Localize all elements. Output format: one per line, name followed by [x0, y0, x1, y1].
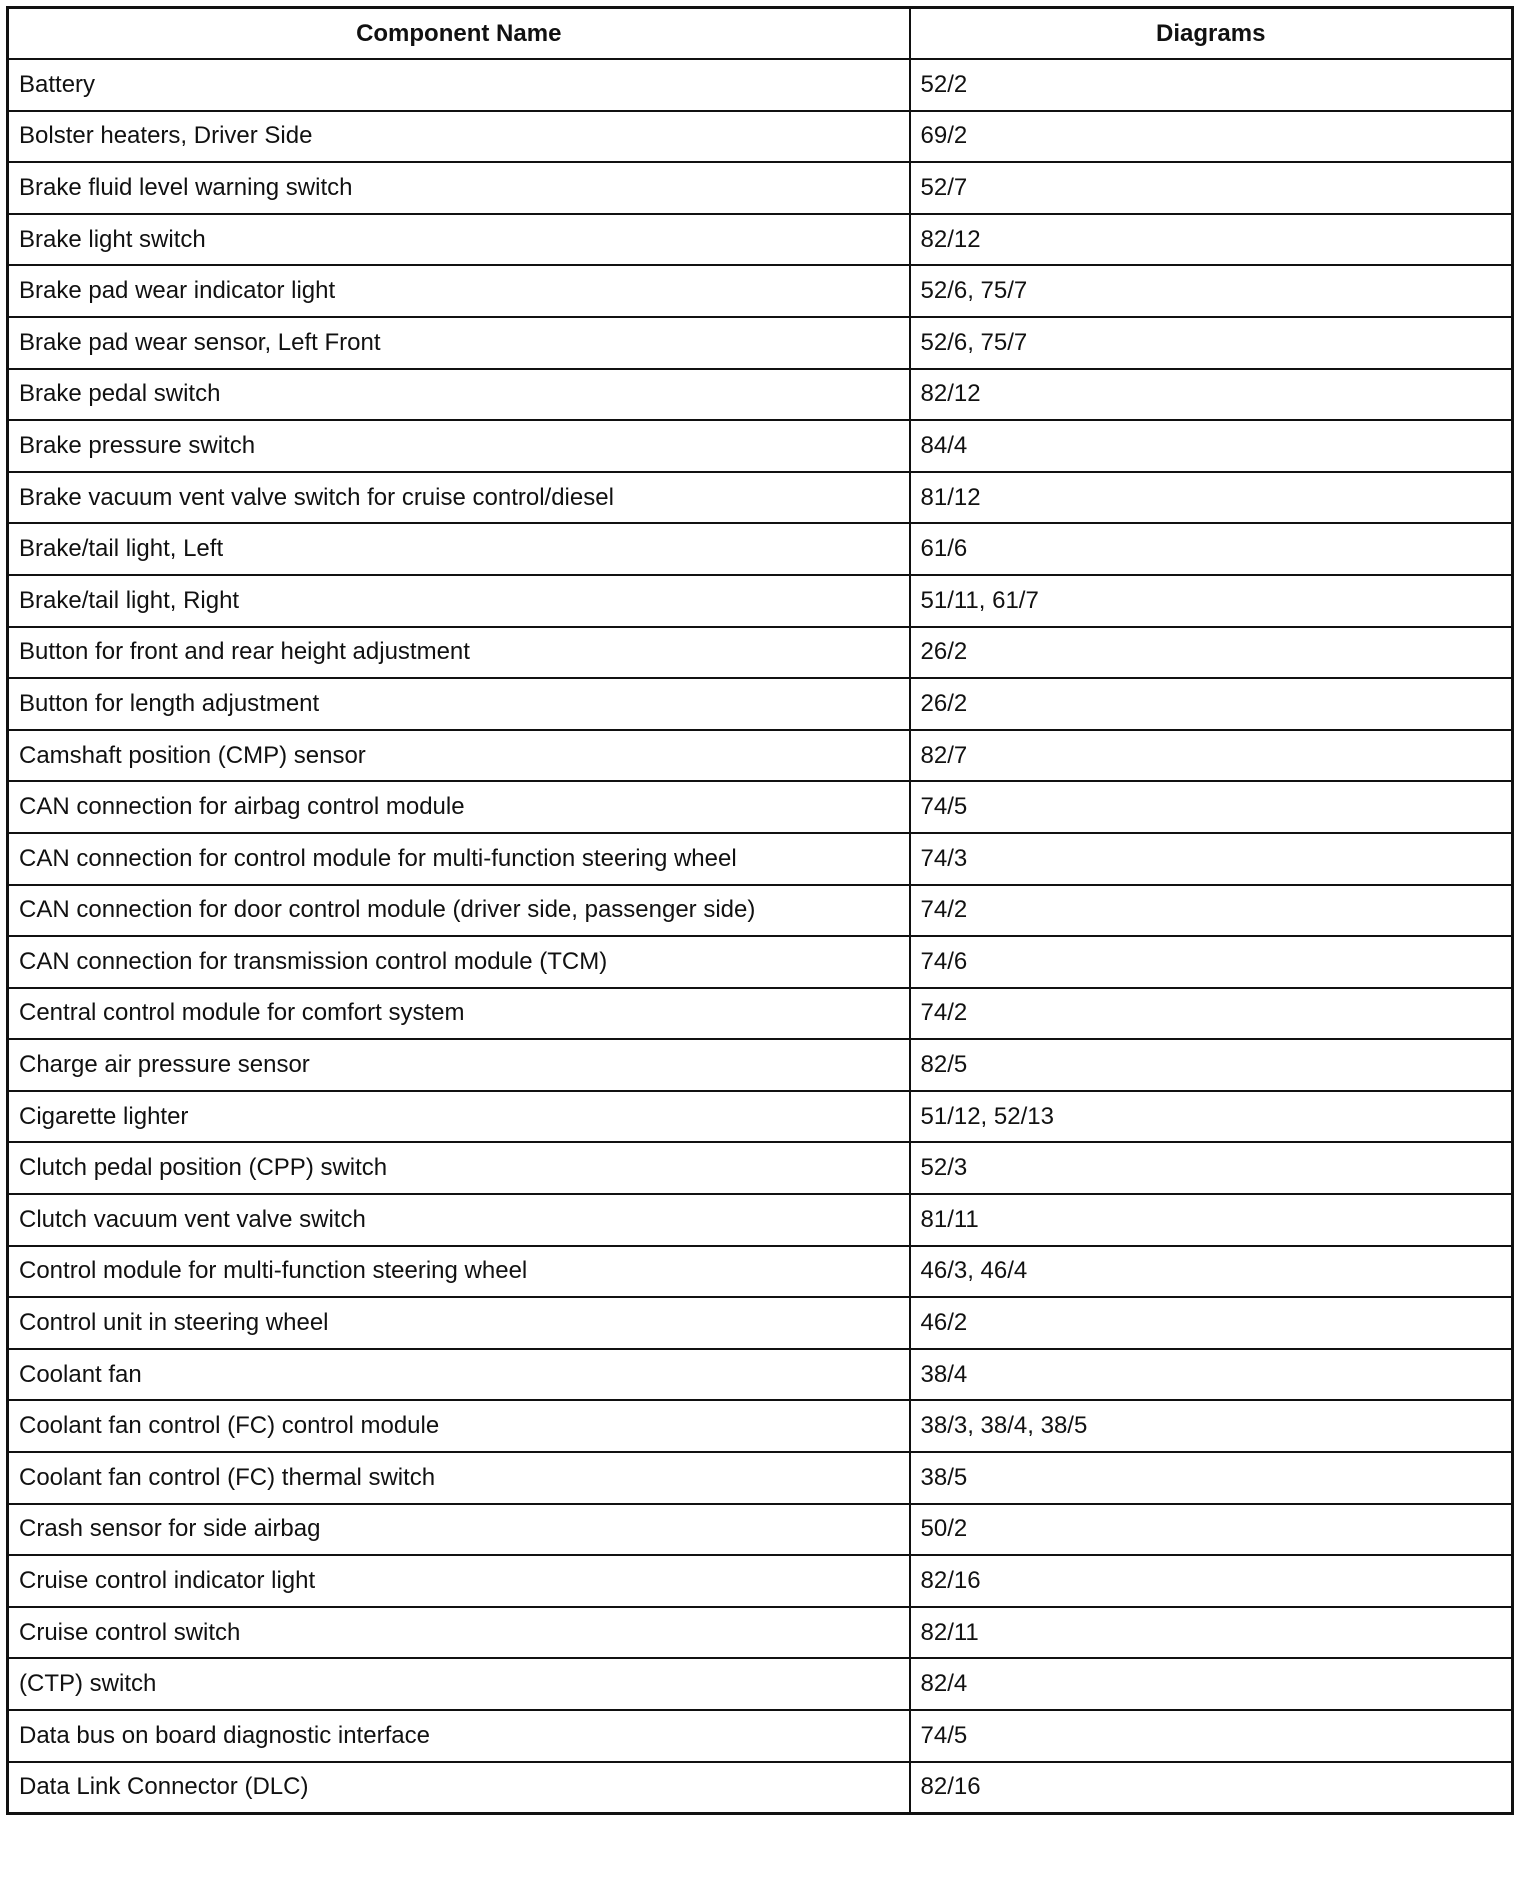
table-row: [8, 730, 1513, 782]
component-name-cell: CAN connection for door control module (driver side, passenger side): [8, 885, 910, 937]
component-name-cell: Brake/tail light, Right: [8, 575, 910, 627]
diagrams-cell: 74/6: [910, 936, 1513, 988]
table-row: [8, 1762, 1513, 1814]
table-row: [8, 1555, 1513, 1607]
component-name-cell: Coolant fan control (FC) thermal switch: [8, 1452, 910, 1504]
diagrams-cell: 52/7: [910, 162, 1513, 214]
diagrams-cell: 52/3: [910, 1142, 1513, 1194]
component-name-cell: CAN connection for airbag control module: [8, 781, 910, 833]
diagrams-cell: 38/5: [910, 1452, 1513, 1504]
table-row: [8, 1297, 1513, 1349]
diagrams-cell: 74/3: [910, 833, 1513, 885]
component-name-cell: Coolant fan control (FC) control module: [8, 1400, 910, 1452]
diagrams-cell: 82/16: [910, 1762, 1513, 1814]
component-name-cell: Crash sensor for side airbag: [8, 1504, 910, 1556]
diagrams-cell: 81/12: [910, 472, 1513, 524]
table-row: [8, 1607, 1513, 1659]
diagrams-cell: 81/11: [910, 1194, 1513, 1246]
diagrams-cell: 46/2: [910, 1297, 1513, 1349]
diagrams-cell: 26/2: [910, 627, 1513, 679]
component-name-cell: Control unit in steering wheel: [8, 1297, 910, 1349]
table-row: [8, 1194, 1513, 1246]
component-name-cell: Charge air pressure sensor: [8, 1039, 910, 1091]
table-row: [8, 1504, 1513, 1556]
component-name-cell: CAN connection for transmission control module (TCM): [8, 936, 910, 988]
component-name-cell: Brake vacuum vent valve switch for cruise control/diesel: [8, 472, 910, 524]
component-name-cell: Brake fluid level warning switch: [8, 162, 910, 214]
diagrams-cell: 46/3, 46/4: [910, 1246, 1513, 1298]
diagrams-cell: 52/6, 75/7: [910, 265, 1513, 317]
table-row: [8, 988, 1513, 1040]
diagrams-cell: 50/2: [910, 1504, 1513, 1556]
component-name-cell: CAN connection for control module for multi-function steering wheel: [8, 833, 910, 885]
table-row: [8, 1400, 1513, 1452]
component-name-cell: Bolster heaters, Driver Side: [8, 111, 910, 163]
diagrams-cell: 82/7: [910, 730, 1513, 782]
diagrams-cell: 82/11: [910, 1607, 1513, 1659]
header-component-name: Component Name: [8, 8, 910, 60]
diagrams-cell: 74/5: [910, 1710, 1513, 1762]
diagrams-cell: 52/2: [910, 59, 1513, 111]
table-row: [8, 1658, 1513, 1710]
table-row: [8, 678, 1513, 730]
component-name-cell: (CTP) switch: [8, 1658, 910, 1710]
diagrams-cell: 82/12: [910, 214, 1513, 266]
component-name-cell: Data bus on board diagnostic interface: [8, 1710, 910, 1762]
table-row: [8, 1091, 1513, 1143]
component-name-cell: Cruise control switch: [8, 1607, 910, 1659]
component-name-cell: Cruise control indicator light: [8, 1555, 910, 1607]
component-name-cell: Brake light switch: [8, 214, 910, 266]
table-row: [8, 1710, 1513, 1762]
table-row: [8, 781, 1513, 833]
diagrams-cell: 26/2: [910, 678, 1513, 730]
diagrams-cell: 74/2: [910, 988, 1513, 1040]
component-name-cell: Brake/tail light, Left: [8, 523, 910, 575]
table-row: [8, 317, 1513, 369]
component-name-cell: Brake pad wear indicator light: [8, 265, 910, 317]
diagrams-cell: 38/3, 38/4, 38/5: [910, 1400, 1513, 1452]
table-row: [8, 833, 1513, 885]
component-name-cell: Brake pressure switch: [8, 420, 910, 472]
table-row: [8, 1452, 1513, 1504]
diagrams-cell: 82/4: [910, 1658, 1513, 1710]
table-row: [8, 1142, 1513, 1194]
component-name-cell: Central control module for comfort system: [8, 988, 910, 1040]
diagrams-cell: 84/4: [910, 420, 1513, 472]
component-index-table: [6, 6, 1514, 1815]
diagrams-cell: 74/2: [910, 885, 1513, 937]
table-row: [8, 1349, 1513, 1401]
diagrams-cell: 82/16: [910, 1555, 1513, 1607]
diagrams-cell: 82/12: [910, 369, 1513, 421]
component-name-cell: Control module for multi-function steering wheel: [8, 1246, 910, 1298]
component-name-cell: Clutch vacuum vent valve switch: [8, 1194, 910, 1246]
component-name-cell: Battery: [8, 59, 910, 111]
header-diagrams: Diagrams: [910, 8, 1513, 60]
diagrams-cell: 74/5: [910, 781, 1513, 833]
component-name-cell: Cigarette lighter: [8, 1091, 910, 1143]
component-name-cell: Camshaft position (CMP) sensor: [8, 730, 910, 782]
table-row: [8, 523, 1513, 575]
component-name-cell: Button for length adjustment: [8, 678, 910, 730]
diagrams-cell: 51/11, 61/7: [910, 575, 1513, 627]
component-name-cell: Coolant fan: [8, 1349, 910, 1401]
diagrams-cell: 38/4: [910, 1349, 1513, 1401]
diagrams-cell: 82/5: [910, 1039, 1513, 1091]
component-name-cell: Brake pedal switch: [8, 369, 910, 421]
table-row: [8, 1039, 1513, 1091]
table-row: [8, 265, 1513, 317]
diagrams-cell: 51/12, 52/13: [910, 1091, 1513, 1143]
component-name-cell: Clutch pedal position (CPP) switch: [8, 1142, 910, 1194]
table-row: [8, 627, 1513, 679]
table-row: [8, 885, 1513, 937]
table-header-row: [8, 8, 1513, 60]
diagrams-cell: 61/6: [910, 523, 1513, 575]
table-row: [8, 214, 1513, 266]
table-row: [8, 1246, 1513, 1298]
table-row: [8, 420, 1513, 472]
diagrams-cell: 52/6, 75/7: [910, 317, 1513, 369]
table-row: [8, 936, 1513, 988]
table-row: [8, 472, 1513, 524]
component-name-cell: Brake pad wear sensor, Left Front: [8, 317, 910, 369]
table-row: [8, 111, 1513, 163]
table-row: [8, 575, 1513, 627]
component-name-cell: Button for front and rear height adjustment: [8, 627, 910, 679]
table-body: [8, 59, 1513, 1814]
table-row: [8, 369, 1513, 421]
table-row: [8, 59, 1513, 111]
table-row: [8, 162, 1513, 214]
component-name-cell: Data Link Connector (DLC): [8, 1762, 910, 1814]
diagrams-cell: 69/2: [910, 111, 1513, 163]
